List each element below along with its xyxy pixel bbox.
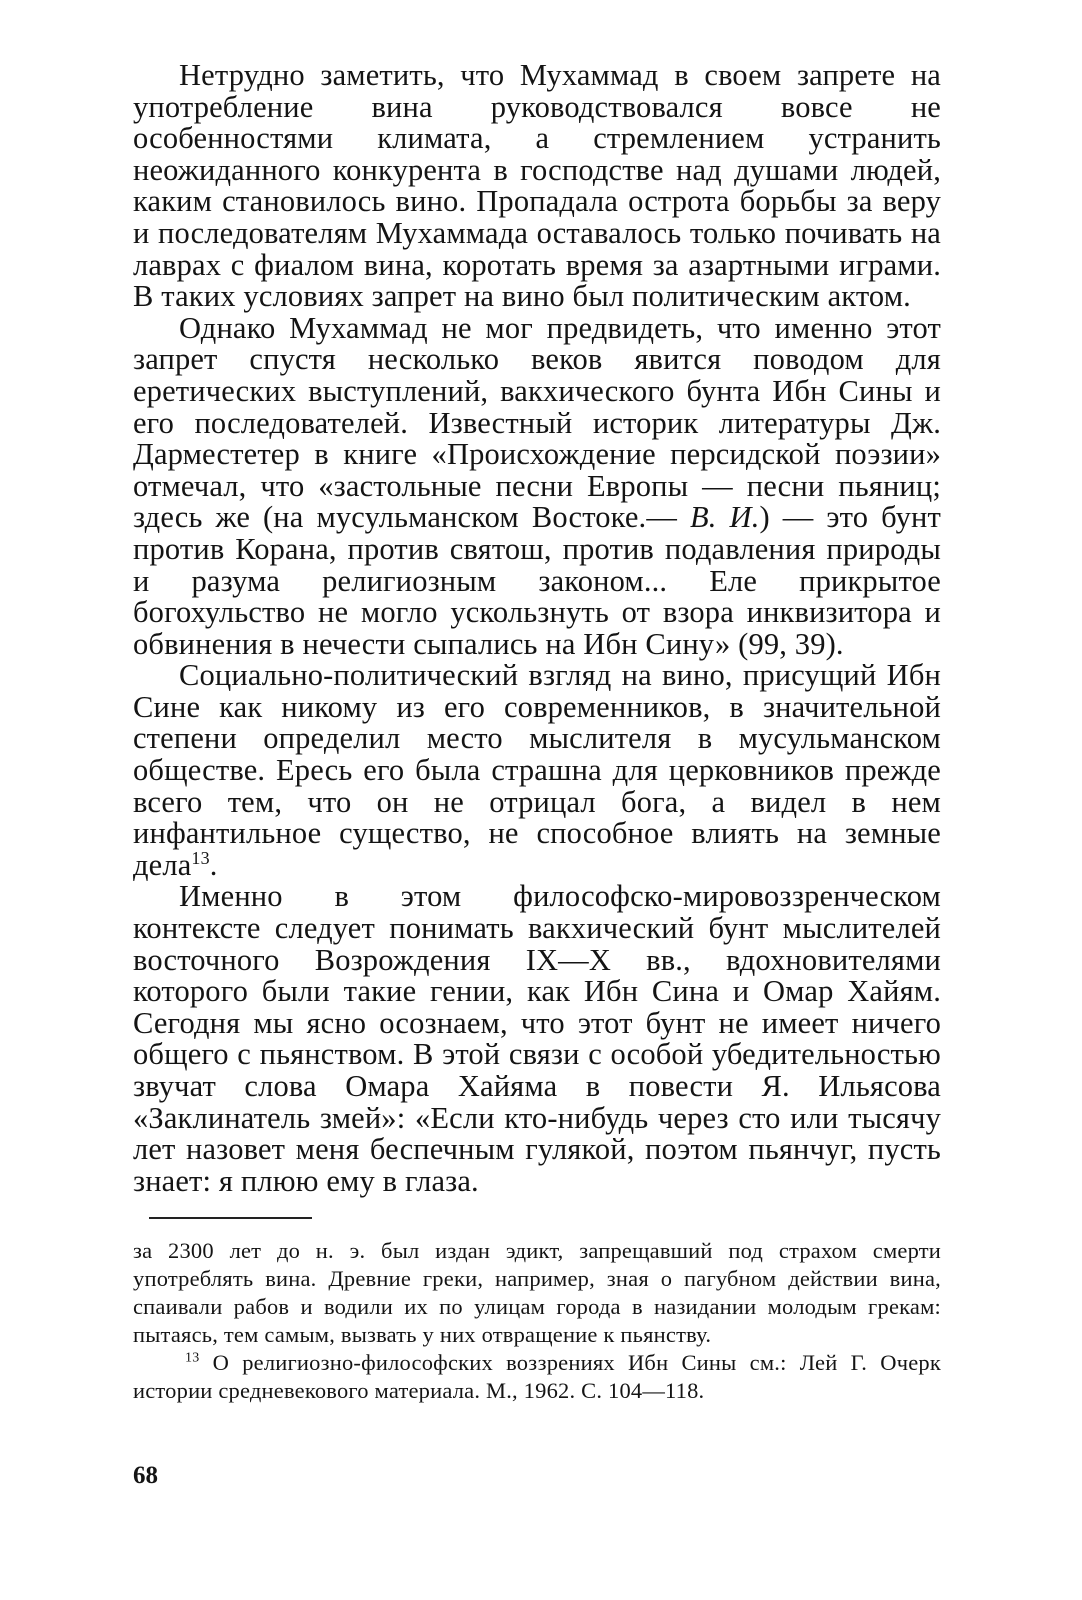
page-body	[133, 60, 941, 1405]
paragraph-3-end: .	[209, 847, 218, 882]
paragraph-2-text-before: Однако Мухаммад не мог предвидеть, что именно этот запрет спустя несколько веков явится поводом для еретических выступлений, вакхического бунта Ибн Сины и его последователей. Известный историк литературы Дж. Дарместетер в книге «Происхождение персидской поэзии» отмечал, что «застольные песни Европы — песни пьяниц; здесь же (на мусульманском Востоке.—	[133, 310, 941, 535]
paragraph-2-text-after: ) — это бунт против Корана, против святош, против подавления природы и разума религиозным законом... Еле прикрытое богохульство не могло ускользнуть от взора инквизитора и обвинения в нечести сыпались на Ибн Сину» (99, 39).	[133, 500, 941, 661]
paragraph-3	[133, 660, 941, 881]
paragraph-4: Именно в этом философско-мировоззренческом контексте следует понимать вакхический бунт мыслителей восточного Возрождения IX—X вв., вдохновителями которого были такие гении, как Ибн Сина и Омар Хайям. Сегодня мы ясно осознаем, что этот бунт не имеет ничего общего с пьянством. В этой связи с особой убедительностью звучат слова Омара Хайяма в повести Я. Ильясова «Заклинатель змей»: «Если кто-нибудь через сто или тысячу лет назовет меня беспечным гулякой, поэтом пьянчуг, пусть знает: я плюю ему в глаза.	[133, 879, 941, 1198]
paragraph-1: Нетрудно заметить, что Мухаммад в своем запрете на употребление вина руководствовался вовсе не особенностями климата, а стремлением устранить неожиданного конкурента в господстве над душами людей, каким становилось вино. Пропадала острота борьбы за веру и последователям Мухаммада оставалось только почивать на лаврах с фиалом вина, коротать время за азартными играми. В таких условиях запрет на вино был политическим актом.	[133, 58, 941, 314]
footnote-continued: за 2300 лет до н. э. был издан эдикт, запрещавший под страхом смерти употреблять вина. Древние греки, например, зная о пагубном действии вина, спаивали рабов и водили их по улицам города в назидании молодым грекам: пытаясь, тем самым, вызвать у них отвращение к пьянству.	[133, 1238, 941, 1348]
footnote-reference-13: 13	[191, 847, 210, 868]
footnote-13-mark: 13	[185, 1350, 200, 1366]
footnote-13-text: О религиозно-философских воззрениях Ибн Сины см.: Лей Г. Очерк истории средневекового материала. М., 1962. С. 104—118.	[133, 1350, 941, 1404]
paragraph-2-initials: В. И.	[689, 500, 760, 535]
footnote-13	[133, 1349, 941, 1405]
paragraph-3-text: Социально-политический взгляд на вино, присущий Ибн Сине как никому из его современников, в значительной степени определил место мыслителя в мусульманском обществе. Ересь его была страшна для церковников прежде всего тем, что он не отрицал бога, а видел в нем инфантильное существо, не способное влиять на земные дела	[133, 658, 941, 882]
page-number: 68	[133, 1462, 158, 1489]
paragraph-2	[133, 310, 941, 661]
footnote-divider	[149, 1217, 312, 1219]
